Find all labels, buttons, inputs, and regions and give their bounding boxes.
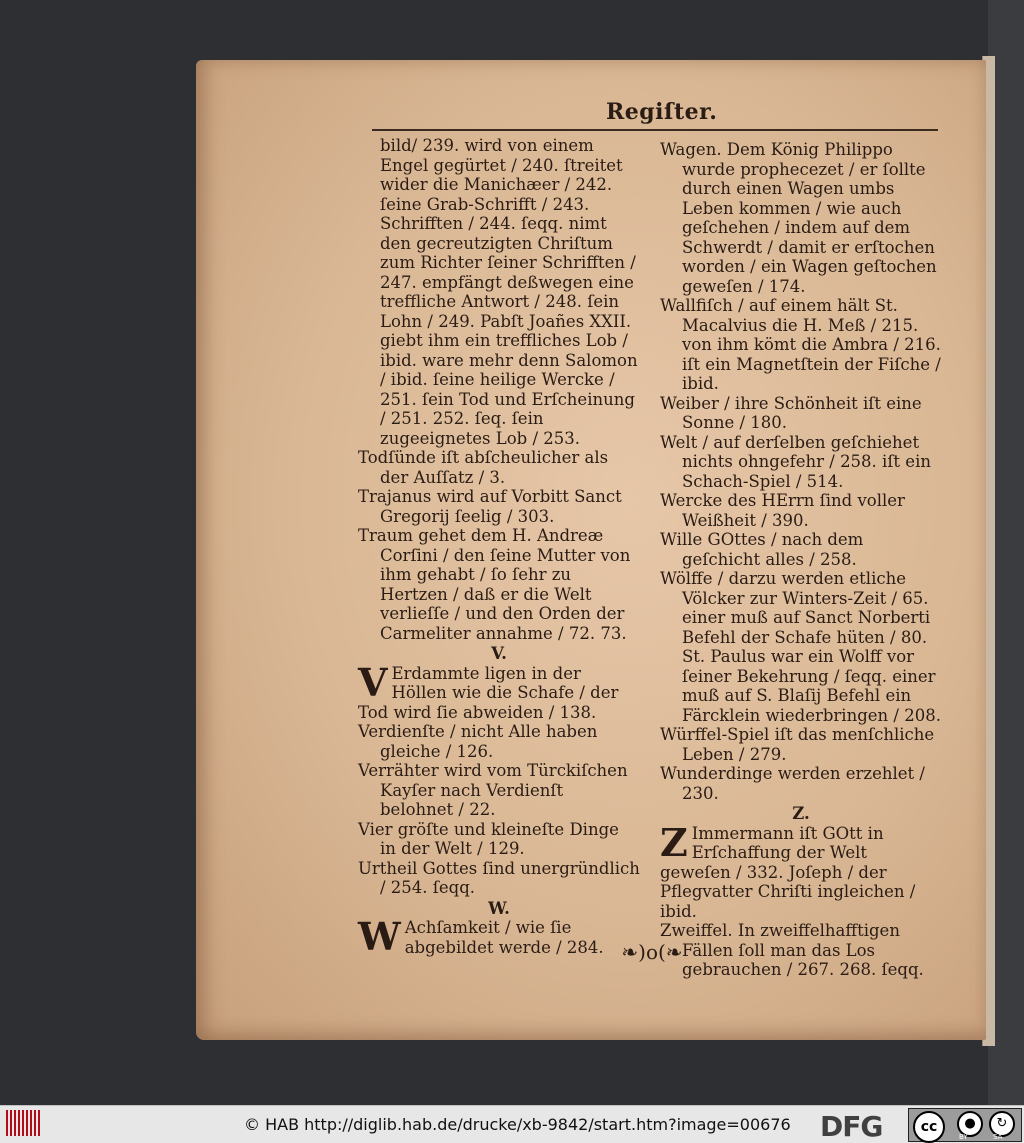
- hab-logo-icon: [6, 1110, 46, 1140]
- index-entry: Welt / auf derſelben geſchiehet nichts ohngefehr / 258. iſt ein Schach-Spiel / 514.: [660, 432, 931, 491]
- index-entry: Verrähter wird vom Türckiſchen Kayſer nach Verdienſt belohnet / 22.: [358, 761, 628, 819]
- index-entry: [358, 659, 640, 723]
- attribution-icon: ●: [957, 1111, 983, 1137]
- cc-icon: cc: [913, 1111, 945, 1143]
- section-letter: W.: [488, 898, 510, 918]
- share-alike-icon: ↻: [989, 1111, 1015, 1137]
- index-entry: Wagen. Dem König Philippo wurde prophecezet / er ſollte durch einen Wagen umbs Leben kommen / wie auch geſchehen / indem auf dem Schwerdt / damit er erſtochen worden / ein Wagen geſtochen geweſen / 174.: [660, 140, 937, 296]
- drop-cap: W: [358, 914, 401, 959]
- index-entry: Wallfiſch / auf einem hält St. Macalvius die H. Meß / 215. von ihm kömt die Ambra / 216. iſt ein Magnetſtein der Fiſche / ibid.: [660, 296, 941, 393]
- index-entry: Todſünde iſt abſcheulicher als der Auſſatz / 3.: [358, 448, 609, 487]
- cc-license-badge[interactable]: [908, 1108, 1022, 1142]
- index-entry: Traum gehet dem H. Andreæ Corſini / den ſeine Mutter von ihm gehabt / ſo ſehr zu Hertzen / daß er die Welt verlieſſe / und den Orden der Carmeliter annahme / 72. 73.: [358, 526, 631, 643]
- index-entry: bild/ 239. wird von einem Engel gegürtet / 240. ſtreitet wider die Manichæer / 242. ſeine Grab-Schrifft / 243. Schrifften / 244. ſeqq. nimt den gecreutzigten Chriſtum zum Richter ſeiner Schrifften / 247. empfängt deßwegen eine treffliche Antwort / 248. ſein Lohn / 249. Pabſt Joañes XXII. giebt ihm ein treffliches Lob / ibid. ware mehr denn Salomon / ibid. ſeine heilige Wercke / 251. ſein Tod und Erſcheinung / 251. 252. ſeq. ſein zugeeignetes Lob / 253.: [380, 136, 638, 448]
- footer-link[interactable]: © HAB http://diglib.hab.de/drucke/xb-9842/start.htm?image=00676: [244, 1115, 791, 1134]
- drop-cap: Z: [660, 819, 688, 865]
- drop-cap: V: [358, 659, 388, 705]
- index-entry: Würffel-Spiel iſt das menſchliche Leben / 279.: [660, 725, 935, 764]
- section-letter: V.: [491, 644, 507, 663]
- index-entry: Wölffe / darzu werden etliche Völcker zur Winters-Zeit / 65. einer muß auf Sanct Norberti Befehl der Schafe hüten / 80. St. Paulus war ein Wolff vor ſeiner Bekehrung / ſeqq. einer muß auf S. Blaſij Befehl ein Färcklein wiederbringen / 208.: [660, 569, 941, 725]
- index-entry: Zweiffel. In zweiffelhafftigen Fällen ſoll man das Los gebrauchen / 267. 268. ſeqq.: [660, 921, 924, 979]
- index-entry: Wercke des HErrn ſind voller Weißheit / 390.: [660, 491, 905, 530]
- index-entry: Vier gröſte und kleineſte Dinge in der Welt / 129.: [358, 819, 619, 858]
- by-label: BY: [959, 1133, 968, 1141]
- entry-text: Immermann iſt GOtt in Erſchaffung der Welt geweſen / 332. Joſeph / der Pflegvatter Chriſti ingleichen / ibid.: [660, 823, 916, 921]
- header-rule: [372, 129, 938, 131]
- entry-text: Achſamkeit / wie ſie abgebildet werde / 284.: [404, 918, 604, 957]
- page-ornament: ❧)o(❧: [621, 940, 683, 964]
- dfg-logo: DFG: [820, 1110, 883, 1143]
- index-entry: Weiber / ihre Schönheit iſt eine Sonne / 180.: [660, 393, 922, 432]
- index-entry: Trajanus wird auf Vorbitt Sanct Gregorij ſeelig / 303.: [358, 487, 622, 526]
- entry-text: Erdammte ligen in der Höllen wie die Schafe / der Tod wird ſie abweiden / 138.: [358, 663, 619, 722]
- index-entry: [660, 819, 942, 922]
- index-entry: Wunderdinge werden erzehlet / 230.: [660, 764, 925, 803]
- footer-bar: [0, 1105, 1024, 1143]
- section-letter: Z.: [792, 804, 810, 823]
- page-header-title: Regiſter.: [606, 99, 718, 125]
- index-entry: Urtheil Gottes ſind unergründlich / 254. ſeqq.: [358, 858, 640, 897]
- left-column: [358, 136, 640, 957]
- index-entry: Wille GOttes / nach dem geſchicht alles / 258.: [660, 530, 864, 569]
- sa-label: SA: [993, 1133, 1003, 1141]
- right-column: [660, 140, 942, 980]
- index-entry: Verdienſte / nicht Alle haben gleiche / 126.: [358, 722, 598, 761]
